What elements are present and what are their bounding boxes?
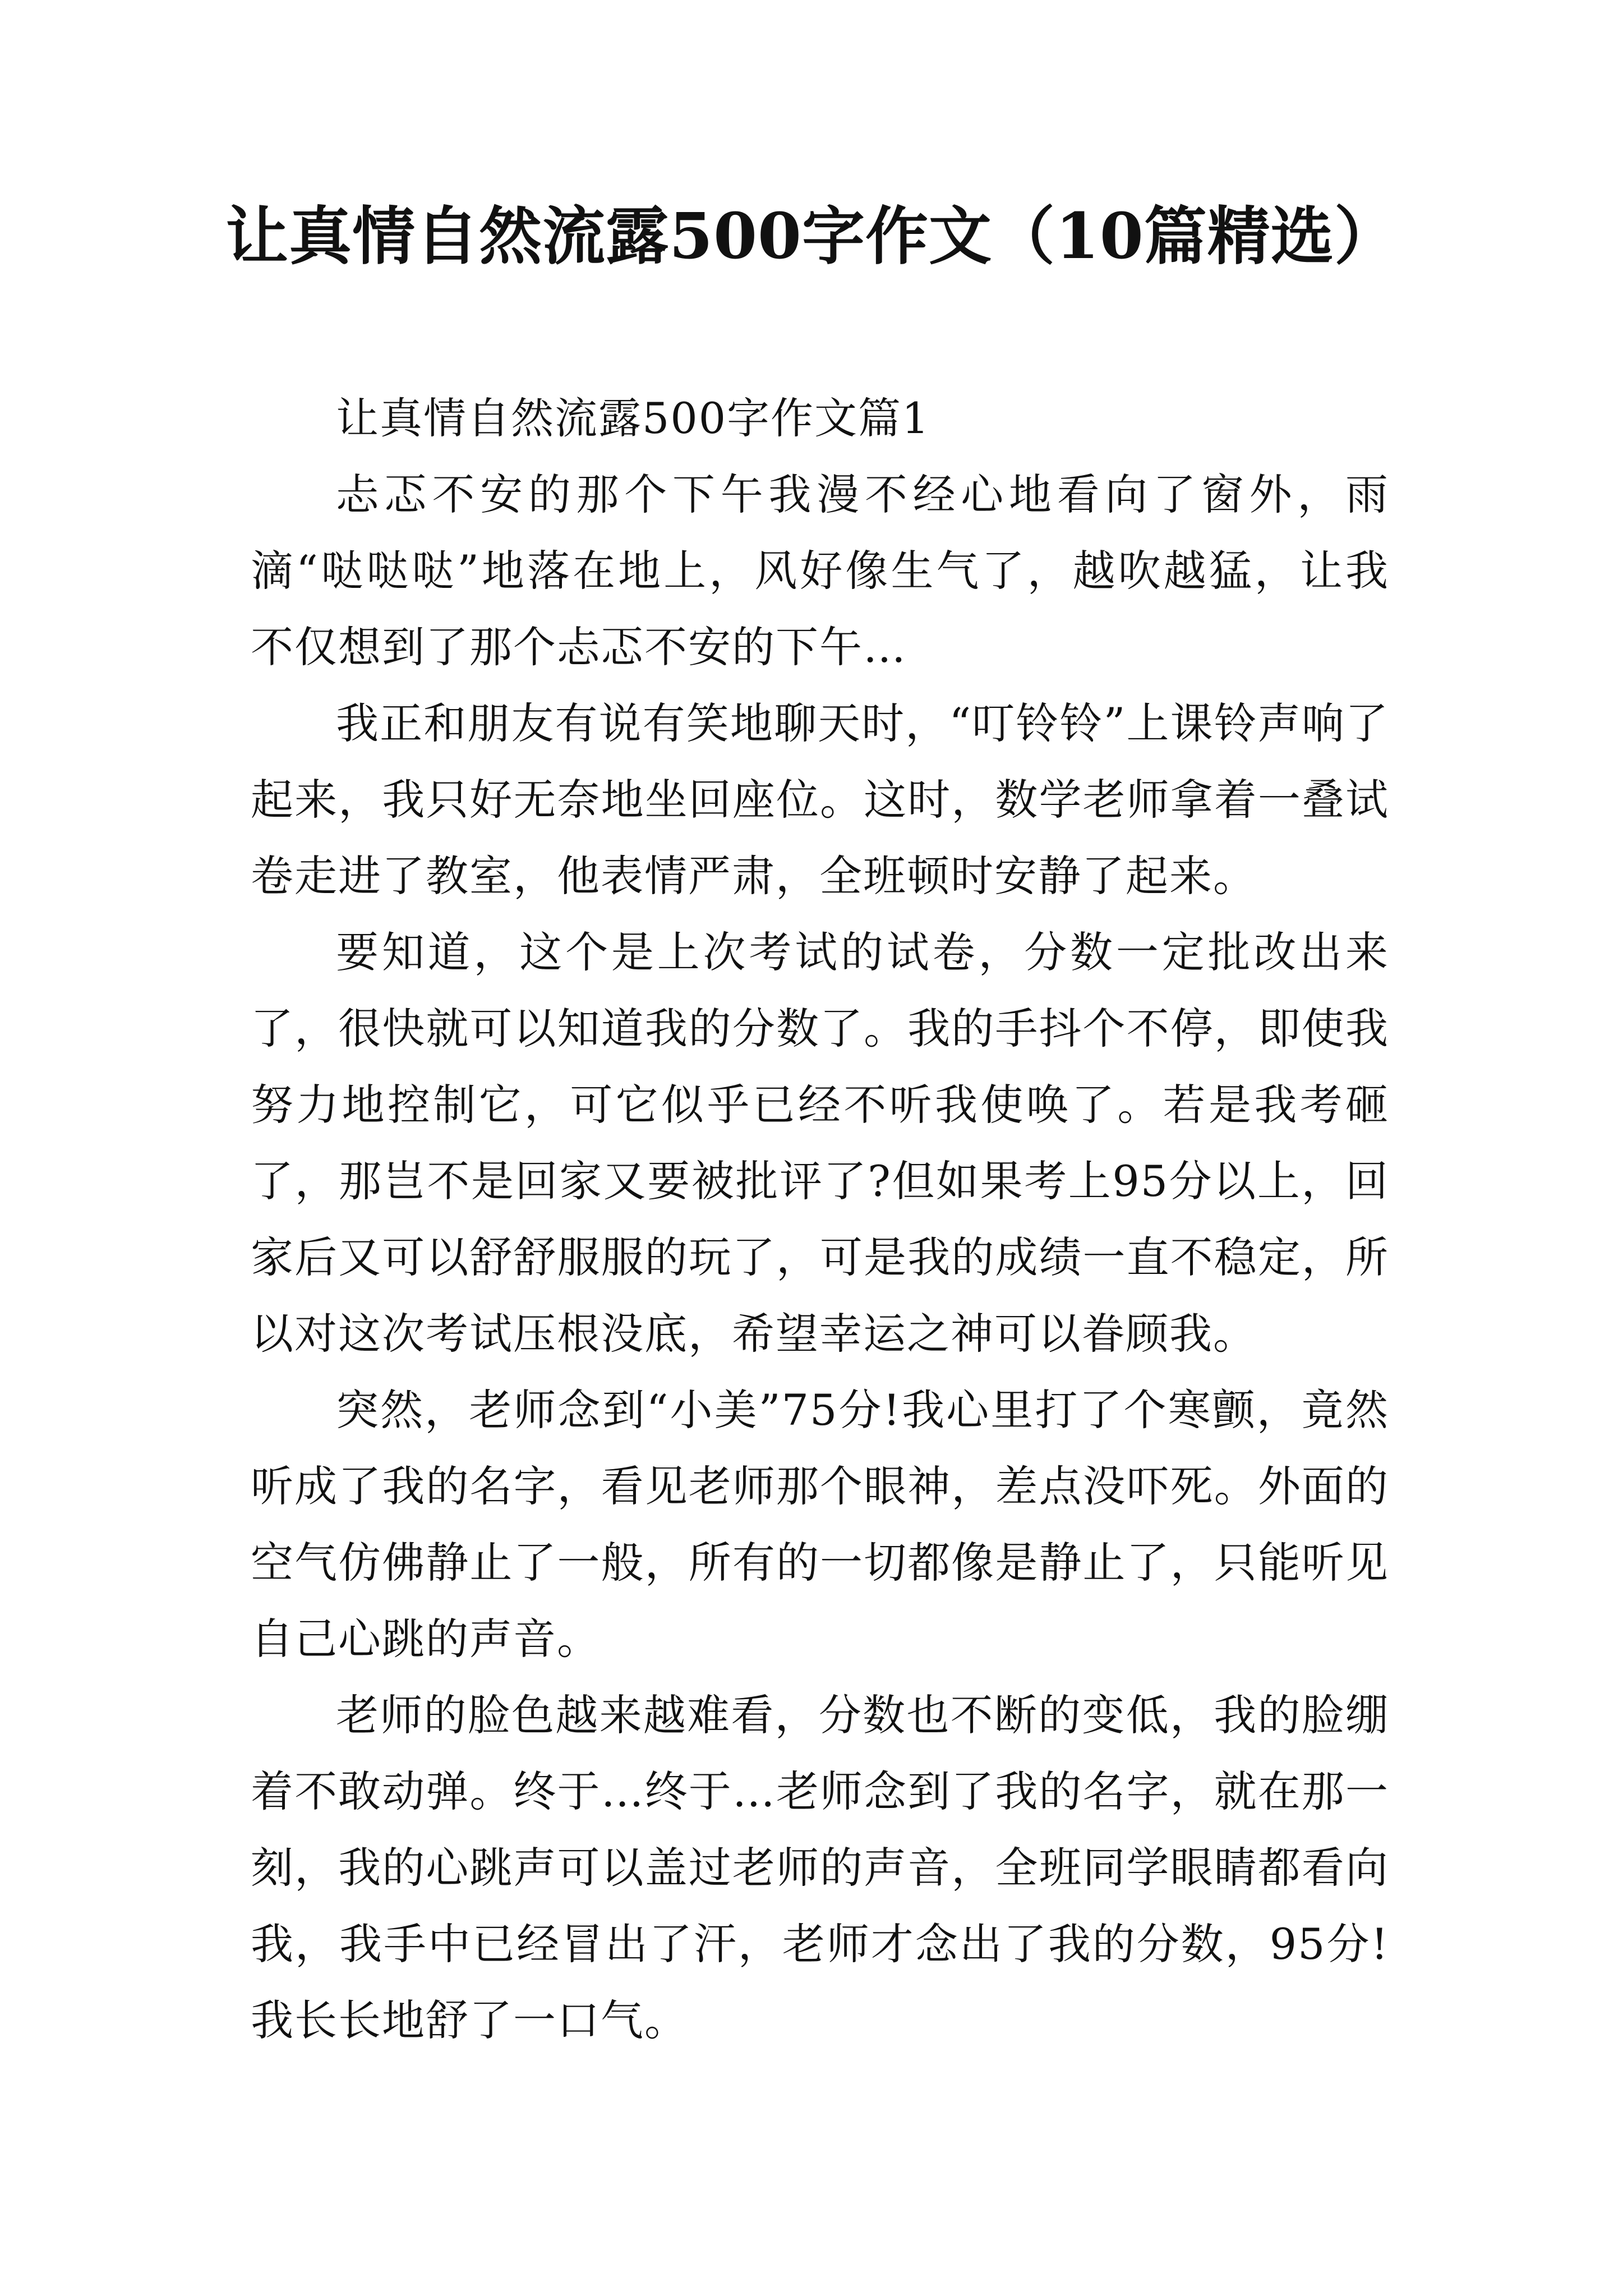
paragraph: 突然，老师念到“小美”75分!我心里打了个寒颤，竟然听成了我的名字，看见老师那个眼神，差点没吓死。外面的空气仿佛静止了一般，所有的一切都像是静止了，只能听见自己心跳的声音。 [251, 1385, 1389, 1664]
essay-heading: 让真情自然流露500字作文篇1 [336, 393, 930, 443]
paragraph: 老师的脸色越来越难看，分数也不断的变低，我的脸绷着不敢动弹。终于…终于…老师念到了我的名字，就在那一刻，我的心跳声可以盖过老师的声音，全班同学眼睛都看向我，我手中已经冒出了汗，老师才念出了我的分数，95分!我长长地舒了一口气。 [251, 1690, 1389, 2045]
document-title: 让真情自然流露500字作文（10篇精选） [225, 200, 1398, 273]
paragraph: 要知道，这个是上次考试的试卷，分数一定批改出来了，很快就可以知道我的分数了。我的手抖个不停，即使我努力地控制它，可它似乎已经不听我使唤了。若是我考砸了，那岂不是回家又要被批评了?但如果考上95分以上，回家后又可以舒舒服服的玩了，可是我的成绩一直不稳定，所以对这次考试压根没底，希望幸运之神可以眷顾我。 [251, 927, 1389, 1359]
document-body [251, 380, 1389, 2059]
paragraph: 忐忑不安的那个下午我漫不经心地看向了窗外，雨滴“哒哒哒”地落在地上，风好像生气了，越吹越猛，让我不仅想到了那个忐忑不安的下午… [251, 470, 1389, 672]
paragraph: 我正和朋友有说有笑地聊天时，“叮铃铃”上课铃声响了起来，我只好无奈地坐回座位。这时，数学老师拿着一叠试卷走进了教室，他表情严肃，全班顿时安静了起来。 [251, 698, 1389, 901]
